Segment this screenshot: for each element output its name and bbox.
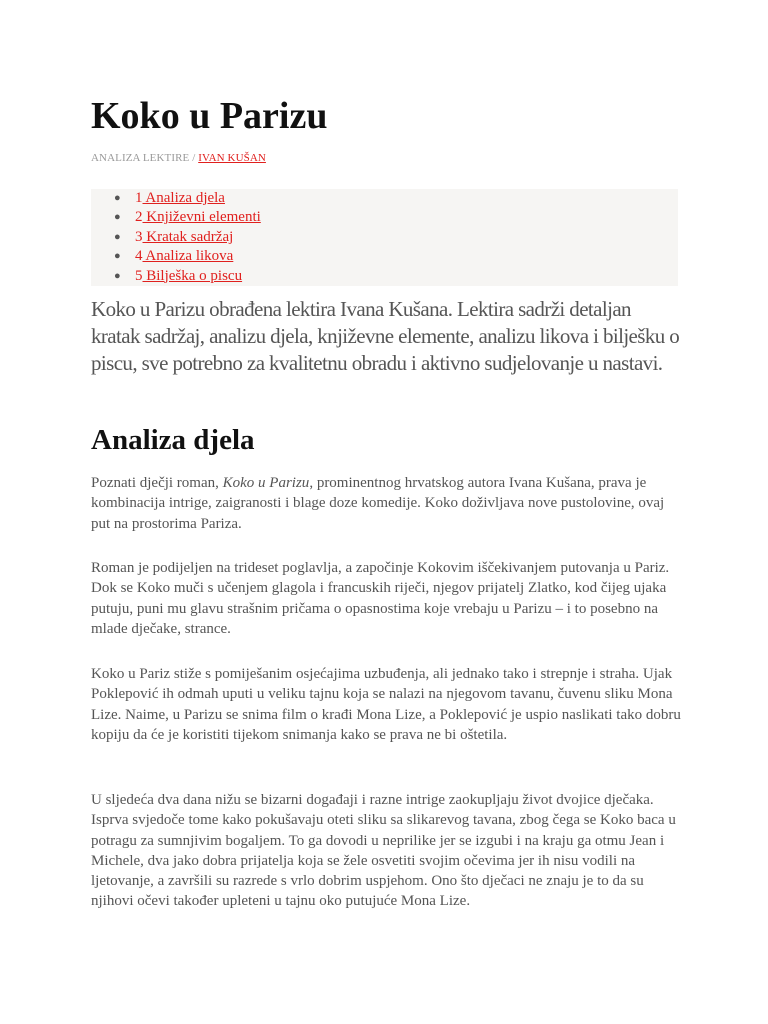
toc-number: 4 bbox=[135, 248, 143, 265]
toc-list bbox=[91, 189, 678, 286]
section-heading-analiza-djela: Analiza djela bbox=[91, 424, 255, 456]
toc-label: Analiza djela bbox=[142, 190, 225, 206]
article-meta bbox=[91, 152, 266, 164]
book-title-emphasis: Koko u Parizu bbox=[222, 475, 310, 491]
page-title: Koko u Parizu bbox=[91, 95, 328, 137]
body-paragraph bbox=[91, 473, 681, 534]
toc-link-knjizevni-elementi[interactable] bbox=[135, 209, 261, 225]
category-label: ANALIZA LEKTIRE bbox=[91, 152, 190, 164]
toc-label: Analiza likova bbox=[142, 248, 234, 265]
toc-item bbox=[91, 247, 678, 266]
toc-number: 1 bbox=[135, 190, 143, 206]
toc-link-biljeska-o-piscu[interactable] bbox=[135, 268, 242, 284]
author-link[interactable]: IVAN KUŠAN bbox=[198, 152, 266, 164]
toc-item bbox=[91, 208, 678, 227]
toc-link-analiza-djela[interactable] bbox=[135, 190, 225, 206]
paragraph-text: Poznati dječji roman, bbox=[91, 475, 223, 491]
paragraph-text: , prominentnog hrvatskog autora Ivana Kušana, prava je kombinacija intrige, zaigranosti i blage doze komedije. Koko doživljava nove pustolovine, ovaj put na prostorima Pariza. bbox=[91, 475, 665, 532]
toc-label: Kratak sadržaj bbox=[142, 228, 234, 245]
intro-paragraph: Koko u Parizu obrađena lektira Ivana Kušana. Lektira sadrži detaljan kratak sadržaj, analizu djela, književne elemente, analizu likova i bilješku o piscu, sve potrebno za kvalitetnu obradu i aktivno sudjelovanje u nastavi. bbox=[91, 297, 680, 375]
toc-number: 5 bbox=[135, 267, 143, 284]
bullet-icon: ● bbox=[114, 211, 121, 224]
toc-number: 3 bbox=[135, 228, 143, 245]
toc-item bbox=[91, 189, 678, 208]
bullet-icon: ● bbox=[114, 269, 121, 282]
toc-number: 2 bbox=[135, 209, 143, 226]
bullet-icon: ● bbox=[114, 192, 121, 204]
toc-label: Bilješka o piscu bbox=[142, 267, 243, 284]
meta-separator: / bbox=[189, 152, 199, 164]
body-paragraph: U sljedeća dva dana nižu se bizarni događaji i razne intrige zaokupljaju život dvojice dječaka. Isprva svjedoče tome kako pokušavaju oteti sliku sa slikarevog tavana, zbog čega se Koko baca u potragu za sumnjivim bogaljem. To ga dovodi u neprilike jer se izgubi i na kraju ga otmu Jean i Michele, dva jako dobra prijatelja koja se žele osvetiti svojim očevima jer ih nisu vodili na ljetovanje, a završili su razrede s vrlo dobrim uspjehom. Ono što dječaci ne znaju je to da su njihovi očevi također upleteni u tajnu oko putujuće Mona Lize. bbox=[91, 792, 676, 910]
bullet-icon: ● bbox=[114, 230, 121, 243]
toc-item bbox=[91, 228, 678, 247]
bullet-icon: ● bbox=[114, 250, 121, 263]
toc-label: Književni elementi bbox=[142, 209, 261, 226]
table-of-contents bbox=[91, 189, 678, 286]
body-paragraph: Roman je podijeljen na trideset poglavlja, a započinje Kokovim iščekivanjem putovanja u Pariz. Dok se Koko muči s učenjem glagola i francuskih riječi, njegov prijatelj Zlatko, kod čijeg ujaka putuju, puni mu glavu strašnim pričama o opasnostima koje vrebaju u Parizu – i to posebno na mlade dječake, strance. bbox=[91, 560, 670, 637]
toc-link-kratak-sadrzaj[interactable] bbox=[135, 229, 233, 245]
toc-item bbox=[91, 267, 678, 286]
toc-link-analiza-likova[interactable] bbox=[135, 248, 233, 264]
body-paragraph: Koko u Pariz stiže s pomiješanim osjećajima uzbuđenja, ali jednako tako i strepnje i straha. Ujak Poklepović ih odmah uputi u veliku tajnu koja se nalazi na njegovom tavanu, čuvenu sliku Mona Lize. Naime, u Parizu se snima film o krađi Mona Lize, a Poklepović je uspio naslikati tako dobru kopiju da će je koristiti tijekom snimanja kako se prava ne bi oštetila. bbox=[91, 666, 681, 743]
